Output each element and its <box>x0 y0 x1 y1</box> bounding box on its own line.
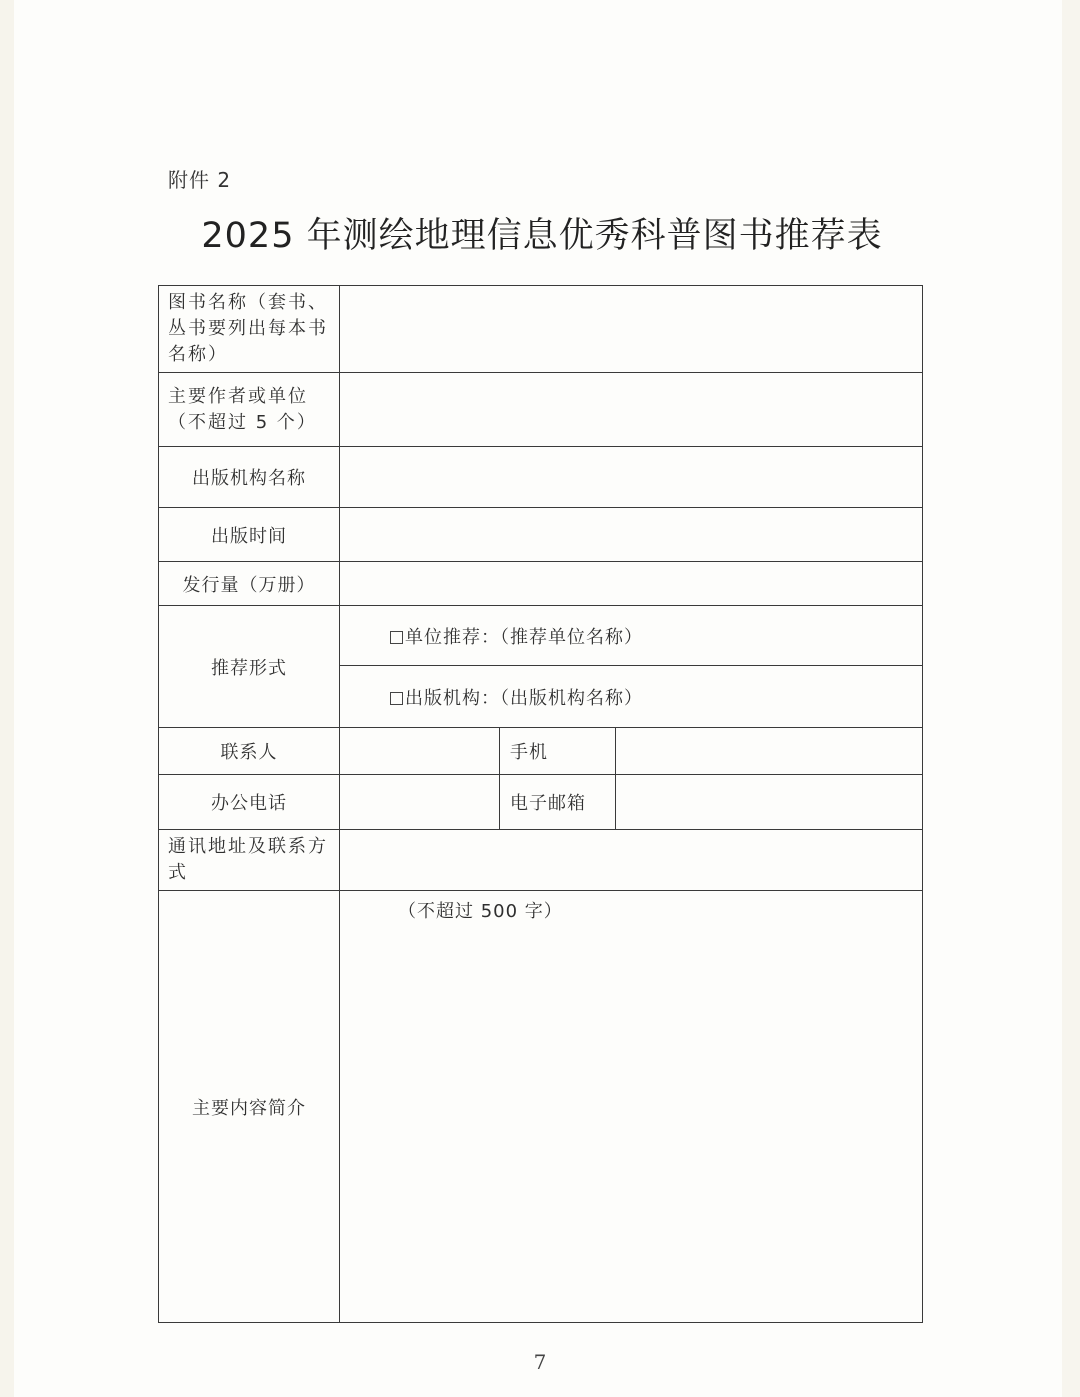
page-number: 7 <box>533 1350 547 1374</box>
attachment-label: 附件 2 <box>168 168 232 192</box>
page-title: 2025 年测绘地理信息优秀科普图书推荐表 <box>201 216 883 256</box>
publisher-label: 出版机构名称 <box>159 447 340 508</box>
table-row <box>159 562 923 606</box>
summary-label: 主要内容简介 <box>159 891 340 1323</box>
book-name-label: 图书名称（套书、丛书要列出每本书名称） <box>159 286 340 373</box>
address-label: 通讯地址及联系方式 <box>159 830 340 891</box>
table-row <box>159 830 923 891</box>
summary-hint: （不超过 500 字） <box>398 901 563 922</box>
office-phone-label: 办公电话 <box>159 775 340 830</box>
publisher-field[interactable] <box>340 447 923 508</box>
recommendation-form-table <box>158 285 923 1323</box>
summary-field[interactable] <box>340 891 923 1323</box>
table-row <box>159 286 923 373</box>
table-row <box>159 373 923 447</box>
author-field[interactable] <box>340 373 923 447</box>
office-phone-field[interactable] <box>340 775 500 830</box>
table-row <box>159 447 923 508</box>
recommend-option-publisher[interactable] <box>340 666 923 728</box>
book-name-field[interactable] <box>340 286 923 373</box>
checkbox-icon[interactable] <box>390 631 403 644</box>
contact-label: 联系人 <box>159 728 340 775</box>
email-label: 电子邮箱 <box>500 775 616 830</box>
table-row <box>159 606 923 666</box>
address-field[interactable] <box>340 830 923 891</box>
author-label: 主要作者或单位（不超过 5 个） <box>159 373 340 447</box>
recommend-option-unit[interactable] <box>340 606 923 666</box>
mobile-label: 手机 <box>500 728 616 775</box>
circulation-field[interactable] <box>340 562 923 606</box>
pub-date-field[interactable] <box>340 508 923 562</box>
table-row <box>159 728 923 775</box>
recommend-option-publisher-label: 出版机构：（出版机构名称） <box>405 687 643 709</box>
recommend-type-label: 推荐形式 <box>159 606 340 728</box>
table-row <box>159 891 923 1323</box>
table-row <box>159 508 923 562</box>
pub-date-label: 出版时间 <box>159 508 340 562</box>
checkbox-icon[interactable] <box>390 692 403 705</box>
circulation-label: 发行量（万册） <box>159 562 340 606</box>
mobile-field[interactable] <box>616 728 923 775</box>
recommend-option-unit-label: 单位推荐：（推荐单位名称） <box>405 626 643 648</box>
contact-field[interactable] <box>340 728 500 775</box>
email-field[interactable] <box>616 775 923 830</box>
table-row <box>159 775 923 830</box>
